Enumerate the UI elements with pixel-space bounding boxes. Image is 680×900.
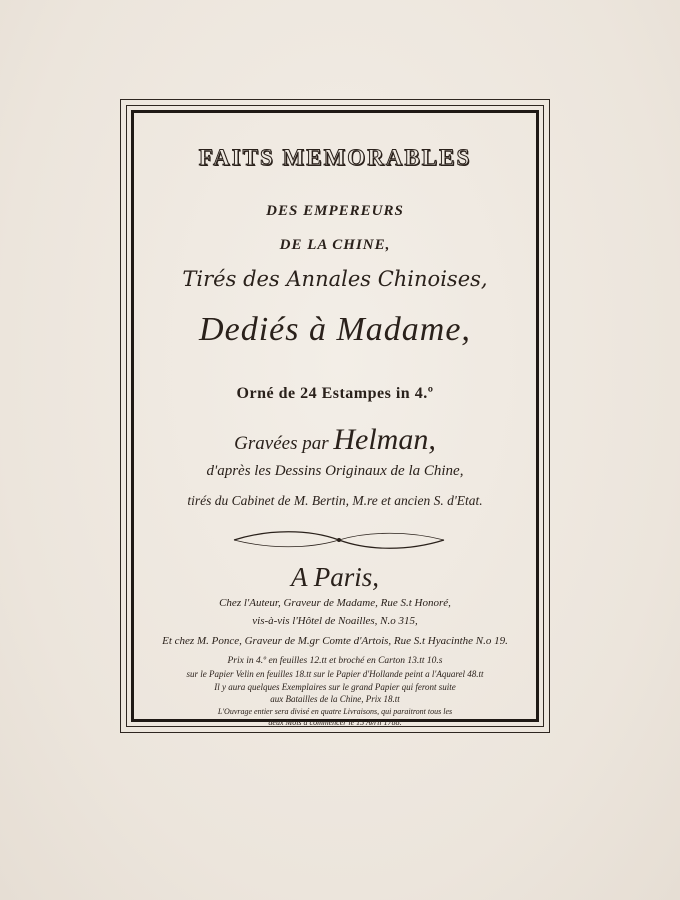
subtitle-china: DE LA CHINE, — [279, 237, 391, 253]
delivery-line-1: L'Ouvrage entier sera divisé en quatre Livraisons, qui paraitront tous les — [217, 707, 453, 716]
imprint-line-2: vis-à-vis l'Hôtel de Noailles, N.o 315, — [252, 615, 418, 627]
dedication-line: Dediés à Madame, — [199, 311, 471, 348]
price-line-3: Il y aura quelques Exemplaires sur le grand Papier qui feront suite — [214, 682, 456, 692]
title-page-frame — [120, 99, 550, 733]
price-line-2: sur le Papier Velin en feuilles 18.tt sur le Papier d'Hollande peint a l'Aquarel 48.tt — [186, 669, 484, 679]
source-line: Tirés des Annales Chinoises, — [182, 267, 488, 291]
subtitle-emperors: DES EMPEREURS — [266, 203, 404, 219]
delivery-line-2: deux Mois a commencer le 15 Avril 1788. — [268, 718, 402, 727]
imprint-line-3: Et chez M. Ponce, Graveur de M.gr Comte d'Artois, Rue S.t Hyacinthe N.o 19. — [162, 635, 508, 647]
frame-inner-rule — [131, 110, 539, 727]
price-line-1: Prix in 4.º en feuilles 12.tt et broché en Carton 13.tt 10.s — [227, 656, 443, 666]
engraver-name: Helman, — [333, 423, 436, 456]
plates-line: Orné de 24 Estampes in 4.º — [236, 385, 434, 402]
engraver-prefix: Gravées par — [234, 433, 329, 454]
title-page-content — [134, 113, 536, 727]
price-line-4: aux Batailles de la Chine, Prix 18.tt — [270, 694, 400, 704]
engraver-line — [134, 423, 536, 457]
flourish-ornament — [229, 525, 449, 555]
drawings-line: d'après les Dessins Originaux de la Chine, — [206, 463, 464, 479]
cabinet-line: tirés du Cabinet de M. Bertin, M.re et ancien S. d'Etat. — [187, 493, 483, 508]
place-line: A Paris, — [290, 562, 379, 592]
main-title: FAITS MEMORABLES — [198, 145, 472, 170]
imprint-line-1: Chez l'Auteur, Graveur de Madame, Rue S.t Honoré, — [219, 597, 451, 609]
